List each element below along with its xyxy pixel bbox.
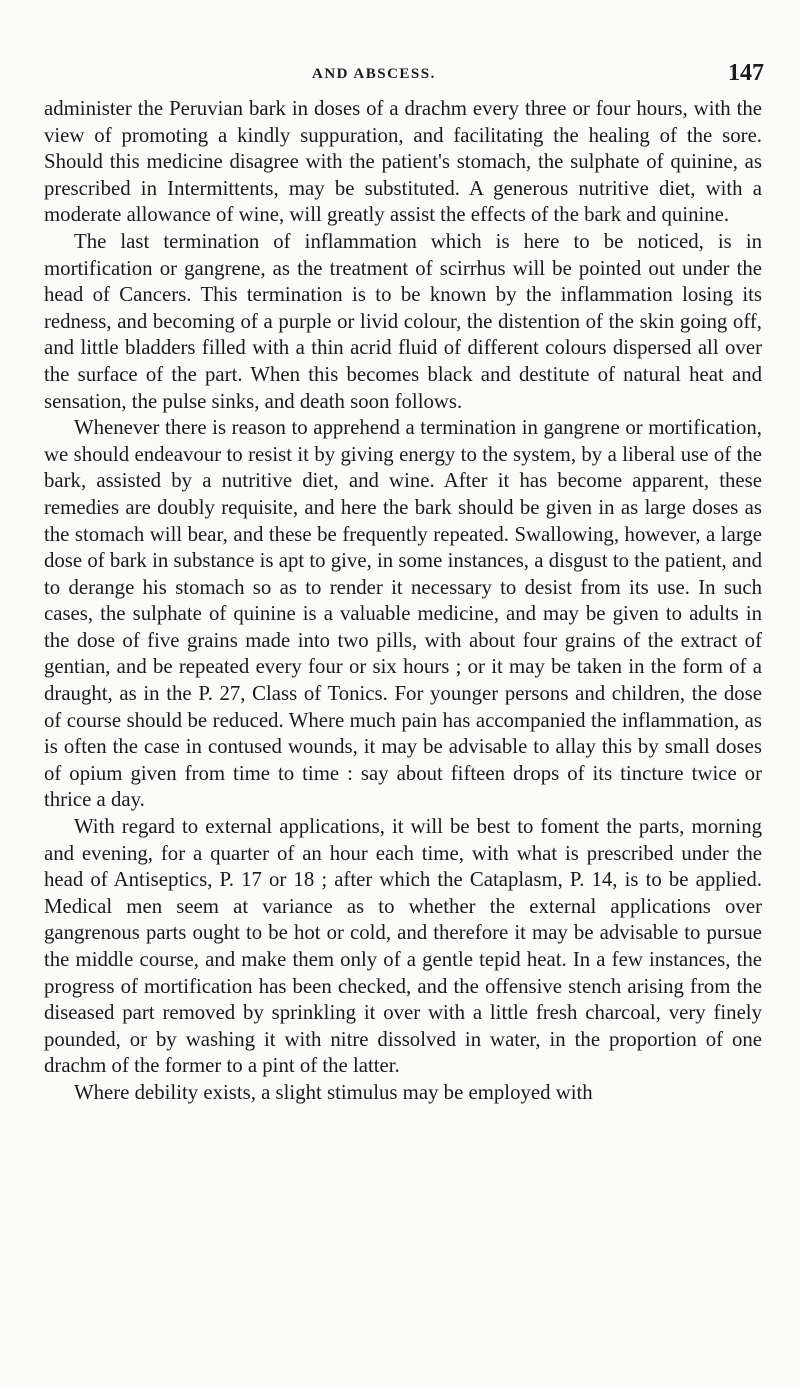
paragraph-continued: administer the Peruvian bark in doses of a drachm every three or four hours, with the view of promoting a kindly suppuration, and facilitating the healing of the sore. Should this medicine disagree with the patient's stomach, the sulphate of quinine, as prescribed in Intermittents, may be substituted. A generous nutritive diet, with a moderate allowance of wine, will greatly assist the effects of the bark and quinine. [44,97,762,227]
body-text [44,96,762,1107]
paragraph-debility: Where debility exists, a slight stimulus may be employed with [74,1080,593,1104]
paragraph-treatment: Whenever there is reason to apprehend a termination in gangrene or mortification, we should endeavour to resist it by giving energy to the system, by a liberal use of the bark, assisted by a nutritive diet, and wine. After it has become apparent, these remedies are doubly requisite, and here the bark should be given in as large doses as the stomach will bear, and these be frequently repeated. Swallowing, however, a large dose of bark in substance is apt to give, in some instances, a disgust to the patient, and to derange his stomach so as to render it necessary to desist from its use. In such cases, the sulphate of quinine is a valuable medicine, and may be given to adults in the dose of five grains made into two pills, with about four grains of the extract of gentian, and be repeated every four or six hours ; or it may be taken in the form of a draught, as in the P. 27, Class of Tonics. For younger persons and children, the dose of course should be reduced. Where much pain has accompanied the inflammation, as is often the case in contused wounds, it may be advisable to allay this by small doses of opium given from time to time : say about fifteen drops of its tincture twice or thrice a day. [44,416,762,812]
paragraph-mortification: The last termination of inflammation which is here to be noticed, is in mortification or gangrene, as the treatment of scirrhus will be pointed out under the head of Cancers. This termination is to be known by the inflammation losing its redness, and becoming of a purple or livid colour, the distention of the skin going off, and little bladders filled with a thin acrid fluid of different colours dispersed all over the surface of the part. When this becomes black and destitute of natural heat and sensation, the pulse sinks, and death soon follows. [44,229,762,413]
running-title: AND ABSCESS. [312,66,436,82]
paragraph-external-applications: With regard to external applications, it will be best to foment the parts, morning and evening, for a quarter of an hour each time, with what is prescribed under the head of Antiseptics, P. 17 or 18 ; after which the Cataplasm, P. 14, is to be applied. Medical men seem at variance as to whether the external applications over gangrenous parts ought to be hot or cold, and therefore it may be advisable to pursue the middle course, and make them only of a gentle tepid heat. In a few instances, the progress of mortification has been checked, and the offensive stench arising from the diseased part removed by sprinkling it over with a little fresh charcoal, very finely pounded, or by washing it with nitre dissolved in water, in the proportion of one drachm of the former to a pint of the latter. [44,815,762,1078]
page-number: 147 [728,60,764,86]
